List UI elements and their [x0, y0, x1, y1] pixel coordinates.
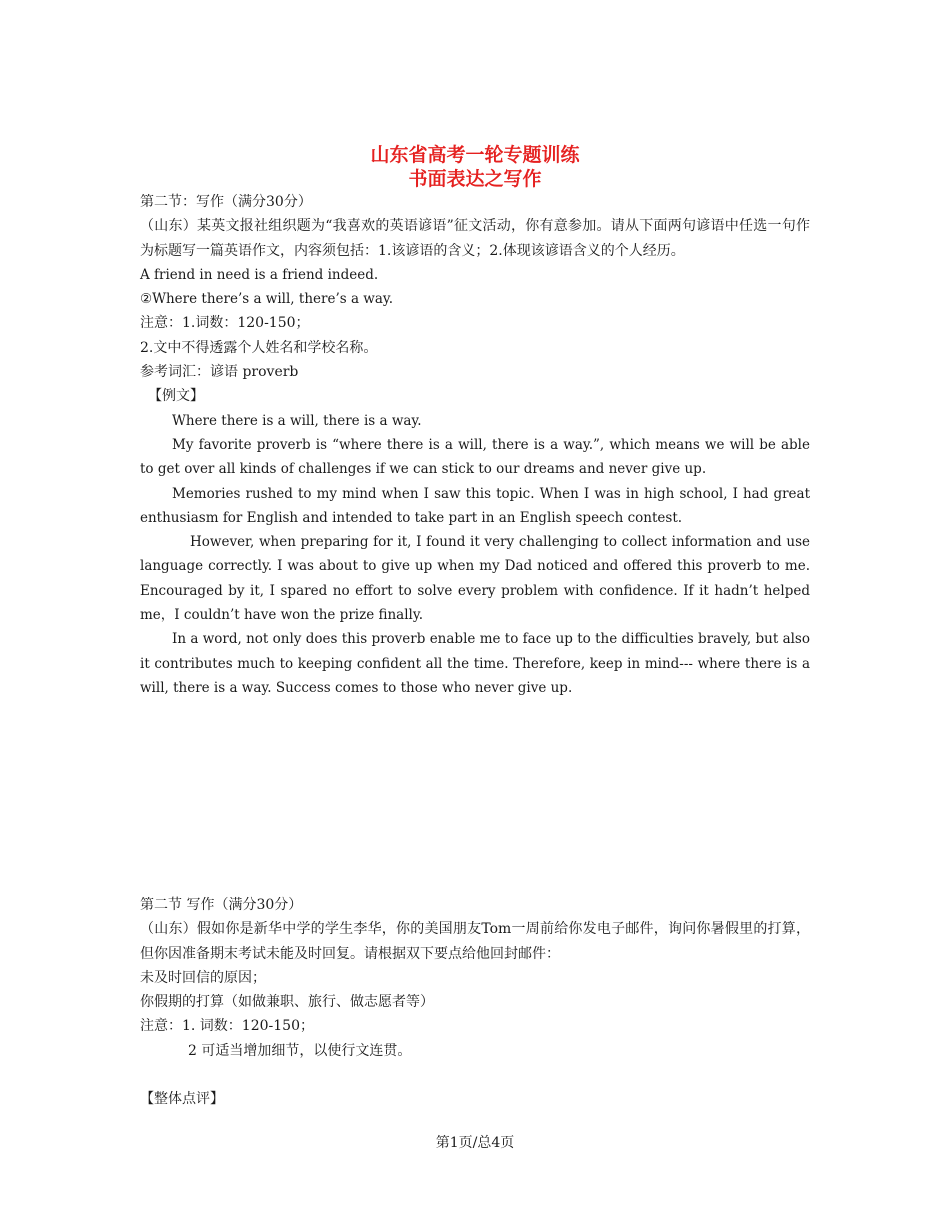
task-prompt: （山东）假如你是新华中学的学生李华，你的美国朋友Tom一周前给你发电子邮件，询问你暑假里的打算，但你因准备期末考试未能及时回复。请根据双下要点给他回封邮件： [140, 921, 810, 962]
proverb-option-2: ②Where there’s a will, there’s a way. [140, 291, 394, 308]
section-heading: 第二节：写作（满分30分） [140, 194, 312, 210]
document-title: 山东省高考一轮专题训练 [370, 144, 580, 166]
note-privacy: 2.文中不得透露个人姓名和学校名称。 [140, 339, 378, 356]
essay-paragraph-2: Memories rushed to my mind when I saw this topic. When I was in high school, I had great enthusiasm for English and intended to take part in an English speech contest. [140, 485, 810, 526]
document-subtitle: 书面表达之写作 [408, 168, 542, 190]
note-details: 2 可适当增加细节，以使行文连贯。 [188, 1042, 412, 1059]
point-2: 你假期的打算（如做兼职、旅行、做志愿者等） [140, 994, 434, 1011]
point-1: 未及时回信的原因； [140, 969, 266, 986]
section-2 [140, 893, 810, 1111]
example-label: 【例文】 [148, 388, 204, 405]
page-footer: 第1页/总4页 [435, 1135, 515, 1151]
essay-paragraph-3: However, when preparing for it, I found it very challenging to collect information and use language correctly. I was about to give up when my Dad noticed and offered this proverb to me. Encouraged by it, I spared no effort to solve every problem with confidence. If it hadn’t helped me，I couldn’t have won the prize finally. [140, 534, 810, 624]
task-prompt: （山东）某英文报社组织题为“我喜欢的英语谚语”征文活动，你有意参加。请从下面两句谚语中任选一句作为标题写一篇英语作文，内容须包括：1.该谚语的含义；2.体现该谚语含义的个人经历。 [140, 218, 810, 259]
note-word-count: 注意：1. 词数：120-150； [140, 1018, 314, 1035]
essay-paragraph-1: My favorite proverb is “where there is a will, there is a way.”, which means we will be able to get over all kinds of challenges if we can stick to our dreams and never give up. [140, 436, 810, 478]
section-heading: 第二节 写作（满分30分） [140, 897, 303, 913]
review-label: 【整体点评】 [140, 1091, 224, 1108]
essay-title: Where there is a will, there is a way. [172, 412, 422, 429]
proverb-option-1: A friend in need is a friend indeed. [140, 266, 379, 283]
section-1 [140, 190, 810, 700]
essay-paragraph-4: In a word, not only does this proverb enable me to face up to the difficulties bravely, but also it contributes much to keeping confident all the time. Therefore, keep in mind--- where there is a will, there is a way. Success comes to those who never give up. [140, 631, 810, 696]
note-word-count: 注意：1.词数：120-150； [140, 315, 310, 332]
reference-vocab: 参考词汇：谚语 proverb [140, 364, 299, 381]
